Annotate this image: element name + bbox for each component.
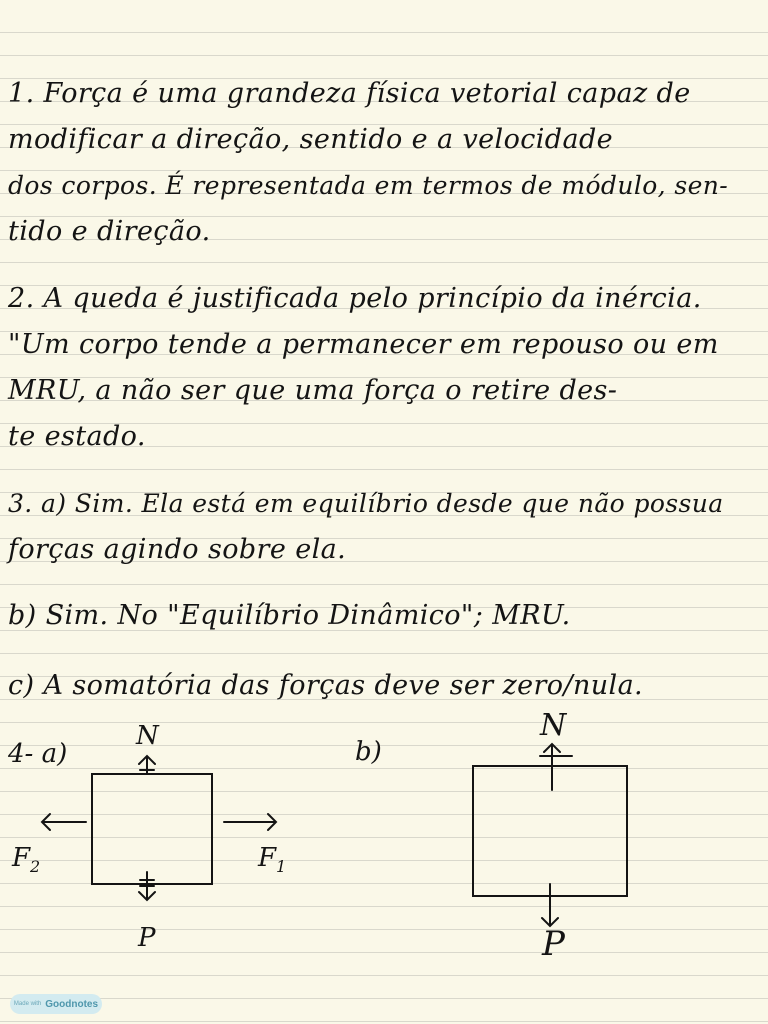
question-4b-label: b) (355, 737, 382, 767)
note-line: "Um corpo tende a permanecer em repouso ou em (8, 329, 719, 360)
f1-arrow (224, 814, 276, 830)
weight-arrow-b (542, 884, 560, 926)
note-line: modificar a direção, sentido e a velocidade (8, 124, 614, 155)
f1-label: $F_1$ (258, 843, 287, 877)
note-line: b) Sim. No "Equilíbrio Dinâmico"; MRU. (8, 600, 571, 631)
force-diagrams (0, 708, 768, 980)
weight-label-b: P (542, 924, 565, 964)
note-line: MRU, a não ser que uma força o retire des- (8, 375, 618, 406)
goodnotes-brand: Goodnotes (45, 998, 99, 1010)
block-a (92, 774, 212, 884)
normal-force-label-b: N (540, 708, 567, 743)
block-b (473, 766, 627, 896)
made-with-text: Made with (13, 1001, 42, 1007)
note-line: te estado. (8, 421, 146, 452)
note-line: 3. a) Sim. Ela está em equilíbrio desde que não possua (8, 489, 724, 518)
note-line: forças agindo sobre ela. (8, 534, 347, 565)
note-line: 2. A queda é justificada pelo princípio da inércia. (8, 283, 702, 314)
note-line: tido e direção. (8, 216, 211, 247)
f2-label: $F_2$ (12, 843, 41, 877)
weight-arrow-a (139, 872, 155, 900)
note-line: 1. Força é uma grandeza física vetorial capaz de (8, 78, 691, 109)
goodnotes-badge (10, 994, 102, 1014)
note-line: dos corpos. É representada em termos de módulo, sen- (8, 171, 729, 200)
weight-label-a: P (138, 923, 156, 953)
force-diagram-drawing (0, 720, 768, 980)
f2-arrow (42, 814, 86, 830)
note-line: c) A somatória das forças deve ser zero/nula. (8, 670, 644, 701)
normal-arrow-a (139, 756, 155, 774)
normal-force-label-a: N (136, 721, 159, 751)
question-4a-label: 4- a) (8, 739, 68, 769)
